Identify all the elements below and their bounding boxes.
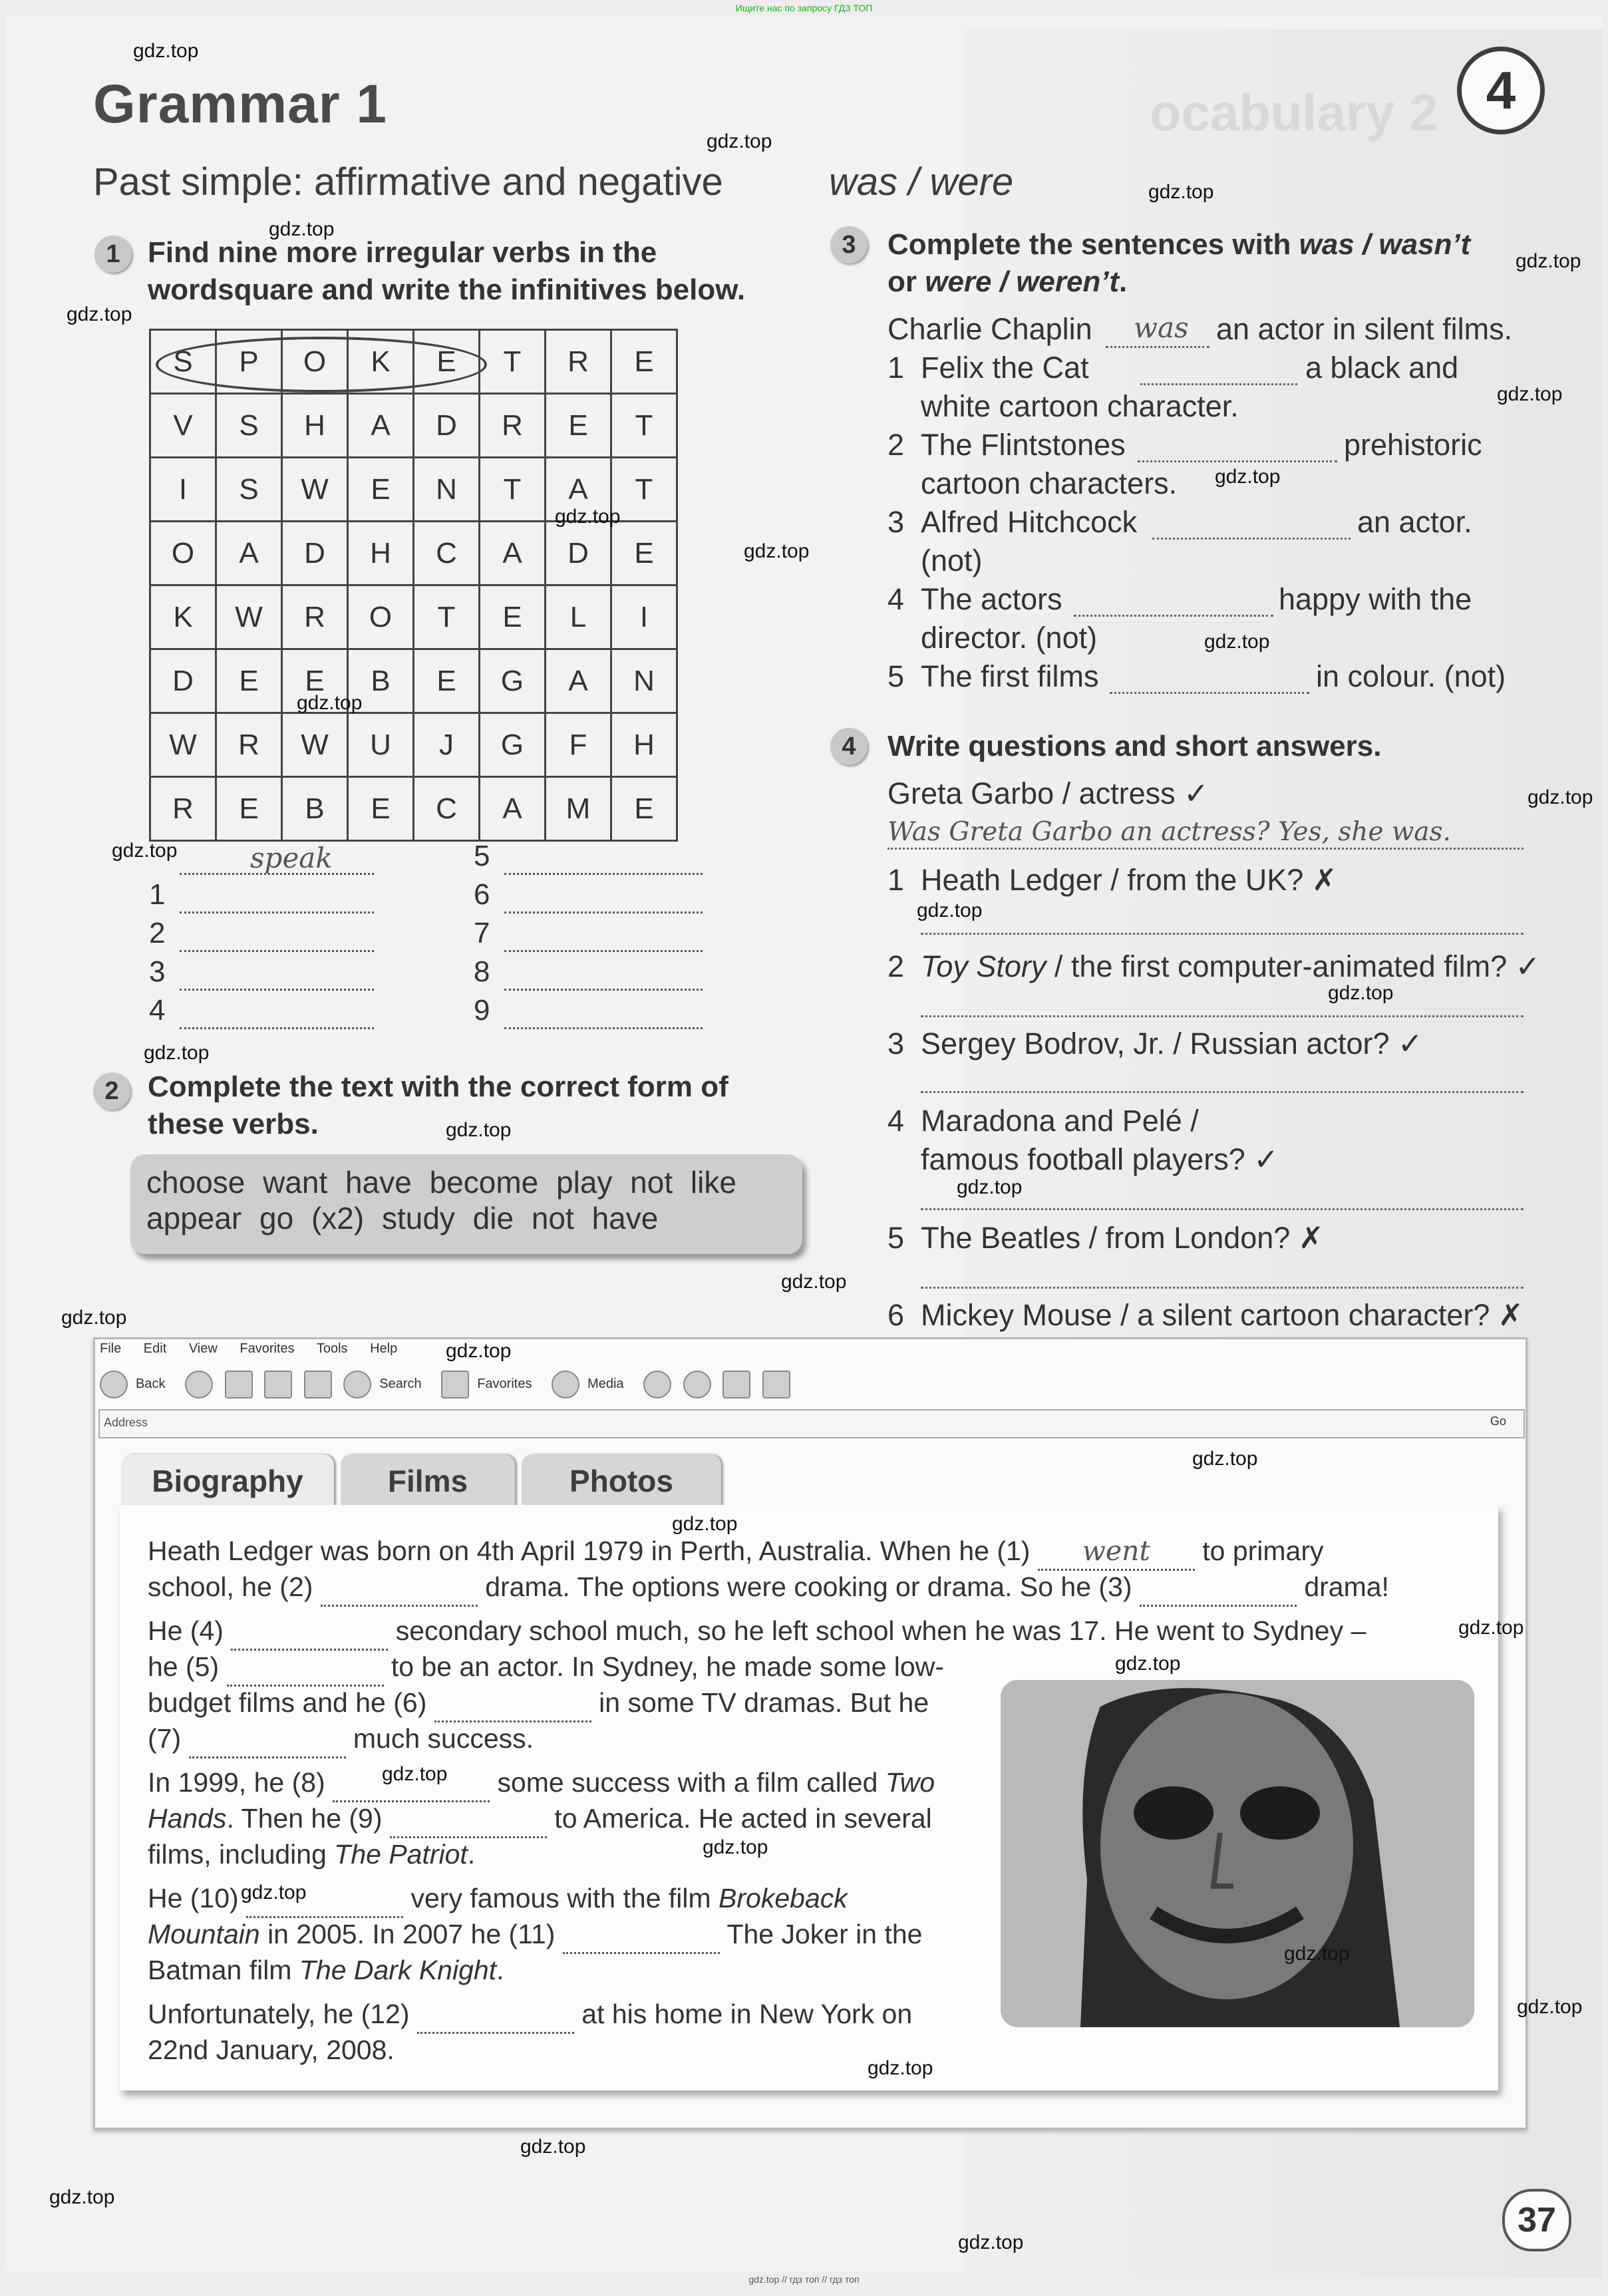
watermark: gdz.top xyxy=(707,130,772,152)
answer-line-3[interactable] xyxy=(180,989,374,991)
answer-label-3: 3 xyxy=(149,955,166,988)
address-bar[interactable] xyxy=(98,1409,1525,1438)
bio-line-14: 22nd January, 2008. xyxy=(148,2035,395,2065)
bio-text: school, he (2) xyxy=(148,1571,321,1602)
grid-letter[interactable]: A xyxy=(480,777,546,841)
watermark: gdz.top xyxy=(1192,1448,1258,1470)
mail-icon[interactable] xyxy=(683,1371,711,1398)
watermark: gdz.top xyxy=(1148,181,1214,203)
grid-letter[interactable]: S xyxy=(150,330,216,394)
verbs-list-line1: choose want have become play not like xyxy=(146,1165,736,1200)
grid-letter[interactable]: C xyxy=(414,522,480,585)
grid-row xyxy=(150,777,677,841)
watermark: gdz.top xyxy=(1115,1653,1181,1675)
grid-letter[interactable]: G xyxy=(480,649,546,713)
watermark: gdz.top xyxy=(61,1307,127,1329)
tab-biography[interactable]: Biography xyxy=(121,1454,334,1508)
ex3-item-4-line[interactable] xyxy=(1074,615,1273,617)
ex4-item-5-num: 5 xyxy=(887,1221,905,1255)
bio-text: drama! xyxy=(1296,1571,1389,1602)
grid-row xyxy=(150,649,677,713)
exercise-2-number: 2 xyxy=(93,1072,130,1110)
answer-line-5[interactable] xyxy=(504,873,703,875)
grid-letter[interactable]: K xyxy=(348,330,414,394)
grid-letter[interactable]: E xyxy=(546,394,611,458)
bio-answer-1: went xyxy=(1038,1533,1195,1571)
bio-text: he (5) xyxy=(148,1651,227,1682)
bio-line-6 xyxy=(148,1721,534,1758)
ex3-item-2-cont: cartoon characters. xyxy=(921,466,1178,500)
grid-letter[interactable]: D xyxy=(414,394,480,458)
grid-letter[interactable]: F xyxy=(546,713,611,777)
search-button-label[interactable]: Search xyxy=(379,1377,422,1392)
browser-toolbar xyxy=(100,1371,798,1398)
refresh-icon[interactable] xyxy=(264,1371,292,1398)
watermark: gdz.top xyxy=(703,1836,768,1858)
browser-menubar xyxy=(100,1341,416,1357)
answer-line-9[interactable] xyxy=(504,1027,703,1029)
grid-letter[interactable]: I xyxy=(150,458,216,522)
period: . xyxy=(1119,265,1128,298)
stop-icon[interactable] xyxy=(225,1371,253,1398)
ghost-page-title: ocabulary 2 xyxy=(1150,83,1438,142)
grid-letter[interactable]: R xyxy=(480,394,546,458)
grid-letter[interactable]: K xyxy=(150,585,216,649)
exercise-2-line2: these verbs. xyxy=(148,1108,319,1140)
page-number: 37 xyxy=(1502,2189,1571,2251)
was-wasnt: was / wasn’t xyxy=(1299,228,1471,261)
bio-gap-4[interactable] xyxy=(231,1613,388,1651)
menu-view[interactable]: View xyxy=(188,1341,218,1356)
bio-gap-2[interactable] xyxy=(321,1569,478,1607)
grid-letter[interactable]: B xyxy=(348,649,414,713)
verbs-list-line2: appear go (x2) study die not have xyxy=(146,1201,659,1235)
grid-letter[interactable]: N xyxy=(414,458,480,522)
menu-edit[interactable]: Edit xyxy=(143,1341,167,1356)
grid-letter[interactable]: E xyxy=(611,777,677,841)
grid-letter[interactable]: O xyxy=(282,330,348,394)
ex4-item-4-prompt: Maradona and Pelé / xyxy=(921,1104,1199,1138)
grid-letter[interactable]: V xyxy=(150,394,216,458)
grid-letter[interactable]: D xyxy=(282,522,348,585)
answer-label-4: 4 xyxy=(149,994,166,1027)
bio-text: Batman film xyxy=(148,1955,299,1985)
bio-text: at his home in New York on xyxy=(573,1999,913,2029)
bio-text: . xyxy=(496,1955,504,1985)
menu-file[interactable]: File xyxy=(100,1341,122,1356)
grid-letter[interactable]: W xyxy=(150,713,216,777)
ex3-item-5-num: 5 xyxy=(887,659,905,693)
answer-label-5: 5 xyxy=(474,840,490,872)
tab-films[interactable]: Films xyxy=(341,1454,515,1508)
answer-label-1: 1 xyxy=(149,878,166,911)
grid-letter[interactable]: E xyxy=(216,777,282,841)
grid-letter[interactable]: T xyxy=(611,394,677,458)
grid-letter[interactable]: H xyxy=(348,522,414,585)
answer-line-2[interactable] xyxy=(180,950,374,952)
ex3-example-subject: Charlie Chaplin xyxy=(887,312,1092,346)
film-title: Mountain xyxy=(148,1919,260,1949)
unit-number-badge: 4 xyxy=(1457,47,1545,134)
ex3-item-4-subject: The actors xyxy=(921,582,1062,616)
ex3-item-3-line[interactable] xyxy=(1152,538,1351,540)
answer-label-8: 8 xyxy=(474,955,490,988)
grid-letter[interactable]: W xyxy=(282,458,348,522)
grid-letter[interactable]: E xyxy=(611,330,677,394)
back-arrow-icon[interactable] xyxy=(100,1371,128,1398)
favorites-button-label[interactable]: Favorites xyxy=(477,1377,532,1392)
watermark: gdz.top xyxy=(1284,1943,1350,1965)
ex4-item-2-rest: / the first computer-animated film? ✓ xyxy=(1046,949,1541,983)
grid-letter[interactable]: E xyxy=(480,585,546,649)
answer-label-2: 2 xyxy=(149,917,166,949)
bio-line-13 xyxy=(148,1996,912,2034)
ex3-item-4-cont: director. (not) xyxy=(921,621,1098,655)
ex3-example xyxy=(887,310,1092,349)
ex4-item-4-num: 4 xyxy=(887,1104,905,1138)
grid-letter[interactable]: T xyxy=(414,585,480,649)
ex4-example-line xyxy=(887,848,1524,850)
grid-letter[interactable]: N xyxy=(611,649,677,713)
ex4-item-2-num: 2 xyxy=(887,949,905,983)
bio-text: In 1999, he (8) xyxy=(148,1767,333,1798)
grid-letter[interactable]: P xyxy=(216,330,282,394)
bottom-banner: gdz.top // гдз топ // гдз топ xyxy=(748,2274,860,2285)
watermark: gdz.top xyxy=(269,218,335,240)
bio-text: Unfortunately, he (12) xyxy=(148,1999,417,2029)
answer-label-9: 9 xyxy=(474,994,490,1027)
ex4-item-6-num: 6 xyxy=(887,1298,905,1332)
joker-photo xyxy=(1001,1680,1474,2027)
watermark: gdz.top xyxy=(297,692,363,714)
grid-letter[interactable]: O xyxy=(348,585,414,649)
exercise-1-line1: Find nine more irregular verbs in the xyxy=(148,236,657,269)
page-title: Grammar 1 xyxy=(93,74,388,134)
bio-text: films, including xyxy=(148,1839,335,1870)
grid-letter[interactable]: T xyxy=(611,458,677,522)
exercise-2-instruction xyxy=(148,1068,728,1143)
ex3-example-rest: an actor in silent films. xyxy=(1216,312,1513,346)
tab-photos[interactable]: Photos xyxy=(522,1454,721,1508)
grid-letter[interactable]: E xyxy=(611,522,677,585)
ex4-item-6-prompt: Mickey Mouse / a silent cartoon character? ✗ xyxy=(921,1298,1524,1332)
top-banner: Ищите нас по запросу ГДЗ ТОП xyxy=(735,3,873,13)
bio-text: very famous with the film xyxy=(403,1883,719,1913)
watermark: gdz.top xyxy=(446,1340,512,1362)
watermark: gdz.top xyxy=(1215,466,1281,488)
media-icon[interactable] xyxy=(552,1371,579,1398)
bio-text: Heath Ledger was born on 4th April 1979 in Perth, Australia. When he (1) xyxy=(148,1536,1038,1566)
answer-line-6[interactable] xyxy=(504,911,703,913)
watermark: gdz.top xyxy=(957,1176,1023,1198)
grid-letter[interactable]: I xyxy=(611,585,677,649)
bio-line-1 xyxy=(148,1533,1324,1571)
bio-text: to primary xyxy=(1194,1536,1324,1566)
bio-text: secondary school much, so he left school when he was 17. He went to Sydney – xyxy=(388,1615,1367,1646)
grid-letter[interactable]: D xyxy=(150,649,216,713)
bio-text: some success with a film called xyxy=(490,1767,885,1798)
watermark: gdz.top xyxy=(555,506,621,528)
ex4-item-5-line[interactable] xyxy=(921,1287,1524,1289)
watermark: gdz.top xyxy=(67,303,132,325)
bio-line-3 xyxy=(148,1613,1366,1651)
bio-text: much success. xyxy=(345,1723,534,1754)
watermark: gdz.top xyxy=(744,540,810,562)
bio-line-11 xyxy=(148,1916,922,1954)
ex3-item-1-line[interactable] xyxy=(1140,383,1297,385)
ex4-item-2-prompt xyxy=(921,947,1540,986)
favorites-star-icon[interactable] xyxy=(441,1371,469,1398)
ex3-example-answer: was xyxy=(1134,311,1189,344)
ex4-example-answer: Was Greta Garbo an actress? Yes, she was. xyxy=(887,817,1451,847)
grid-letter[interactable]: E xyxy=(414,330,480,394)
grid-letter[interactable]: S xyxy=(216,458,282,522)
bio-line-5 xyxy=(148,1685,929,1722)
bio-gap-11[interactable] xyxy=(563,1916,720,1954)
bio-text: drama. The options were cooking or drama. So he (3) xyxy=(477,1571,1140,1602)
grid-row xyxy=(150,585,677,649)
forward-arrow-icon[interactable] xyxy=(185,1371,213,1398)
grid-letter[interactable]: E xyxy=(348,458,414,522)
bio-gap-9[interactable] xyxy=(390,1800,547,1838)
watermark: gdz.top xyxy=(1458,1617,1524,1639)
answer-line-4[interactable] xyxy=(180,1027,374,1029)
grid-letter[interactable]: W xyxy=(282,713,348,777)
ex3-item-5-subject: The first films xyxy=(921,659,1099,693)
exercise-3-line1: Complete the sentences with xyxy=(887,228,1299,261)
answer-line-example xyxy=(180,873,374,875)
bio-gap-7[interactable] xyxy=(189,1721,346,1758)
grid-letter[interactable]: B xyxy=(282,777,348,841)
ex4-item-2-line[interactable] xyxy=(921,1015,1524,1017)
bio-text: . Then he (9) xyxy=(226,1803,390,1834)
home-icon[interactable] xyxy=(304,1371,332,1398)
grid-letter[interactable]: A xyxy=(546,458,611,522)
watermark: gdz.top xyxy=(1516,250,1581,272)
watermark: gdz.top xyxy=(917,900,983,921)
example-answer-speak: speak xyxy=(250,842,333,874)
ex3-item-1-rest: a black and xyxy=(1305,351,1459,385)
ex3-item-4-num: 4 xyxy=(887,582,905,616)
watermark: gdz.top xyxy=(868,2057,933,2079)
menu-help[interactable]: Help xyxy=(370,1341,398,1356)
grid-letter[interactable]: R xyxy=(150,777,216,841)
ex4-item-1-prompt: Heath Ledger / from the UK? ✗ xyxy=(921,863,1337,897)
grid-letter[interactable]: R xyxy=(282,585,348,649)
address-label: Address xyxy=(104,1416,148,1429)
go-button[interactable]: Go xyxy=(1490,1414,1507,1428)
exercise-3-instruction xyxy=(887,226,1470,301)
grid-letter[interactable]: W xyxy=(216,585,282,649)
ex3-item-1-num: 1 xyxy=(887,351,905,385)
watermark: gdz.top xyxy=(382,1763,448,1785)
bio-text: The Joker in the xyxy=(719,1919,923,1949)
bio-line-9 xyxy=(148,1836,475,1872)
grid-letter[interactable]: T xyxy=(480,330,546,394)
watermark: gdz.top xyxy=(672,1513,738,1535)
wordsquare-grid xyxy=(149,329,678,842)
ex4-item-1-line[interactable] xyxy=(921,933,1524,935)
bio-line-8 xyxy=(148,1800,932,1838)
exercise-1-line2: wordsquare and write the infinitives below. xyxy=(148,273,746,306)
film-title: Brokeback xyxy=(719,1883,848,1913)
answer-line-7[interactable] xyxy=(504,950,703,952)
were-werent: were / weren’t xyxy=(925,265,1120,298)
ex3-item-2-line[interactable] xyxy=(1138,460,1337,462)
grid-letter[interactable]: E xyxy=(216,649,282,713)
exercise-2-line1: Complete the text with the correct form of xyxy=(148,1070,728,1103)
menu-favorites[interactable]: Favorites xyxy=(240,1341,295,1356)
bio-gap-3[interactable] xyxy=(1140,1569,1297,1607)
ex3-item-3-cont: (not) xyxy=(921,544,983,577)
grid-letter[interactable]: M xyxy=(546,777,611,841)
grid-letter[interactable]: R xyxy=(546,330,611,394)
ex4-item-2-film-title: Toy Story xyxy=(921,949,1046,983)
answer-label-7: 7 xyxy=(474,917,490,949)
bio-text: He (4) xyxy=(148,1615,232,1646)
bio-line-2 xyxy=(148,1569,1389,1607)
ex4-item-3-num: 3 xyxy=(887,1027,905,1061)
media-button-label[interactable]: Media xyxy=(587,1377,624,1392)
watermark: gdz.top xyxy=(958,2231,1024,2253)
ex3-item-1-cont: white cartoon character. xyxy=(921,389,1239,423)
film-title: The Dark Knight xyxy=(299,1955,497,1985)
exercise-1-instruction xyxy=(148,234,745,309)
grid-letter[interactable]: D xyxy=(546,522,611,585)
grid-letter[interactable]: E xyxy=(414,649,480,713)
grid-letter[interactable]: E xyxy=(282,649,348,713)
watermark: gdz.top xyxy=(1497,383,1563,405)
ex3-example-line xyxy=(1106,346,1209,348)
menu-tools[interactable]: Tools xyxy=(316,1341,348,1356)
ex3-item-2-rest: prehistoric xyxy=(1344,428,1482,462)
grid-letter[interactable]: G xyxy=(480,713,546,777)
ex4-example-prompt: Greta Garbo / actress ✓ xyxy=(887,776,1209,810)
answer-line-8[interactable] xyxy=(504,989,703,991)
film-title: The Patriot xyxy=(334,1839,468,1870)
ex3-item-2-subject: The Flintstones xyxy=(921,428,1126,462)
bio-text: budget films and he (6) xyxy=(148,1687,434,1718)
ex3-item-2-num: 2 xyxy=(887,428,905,462)
watermark: gdz.top xyxy=(1528,786,1593,808)
section-subtitle: Past simple: affirmative and negative xyxy=(93,160,723,204)
grid-letter[interactable]: A xyxy=(216,522,282,585)
grid-row xyxy=(150,394,677,458)
ex4-item-1-num: 1 xyxy=(887,863,905,897)
grid-letter[interactable]: C xyxy=(414,777,480,841)
bio-line-12 xyxy=(148,1952,504,1988)
circled-word-speak xyxy=(156,337,487,393)
watermark: gdz.top xyxy=(241,1882,307,1903)
section-subtitle-right: was / were xyxy=(829,160,1014,204)
grid-letter[interactable]: A xyxy=(546,649,611,713)
ex4-item-3-prompt: Sergey Bodrov, Jr. / Russian actor? ✓ xyxy=(921,1027,1423,1061)
bio-text: He (10) xyxy=(148,1883,247,1913)
grid-letter[interactable]: L xyxy=(546,585,611,649)
film-title: Two xyxy=(885,1767,935,1798)
answer-line-1[interactable] xyxy=(180,911,374,913)
watermark: gdz.top xyxy=(1328,982,1394,1004)
watermark: gdz.top xyxy=(520,2136,586,2158)
exercise-4-number: 4 xyxy=(830,728,868,765)
ex3-item-4-rest: happy with the xyxy=(1279,582,1472,616)
exercise-4-instruction: Write questions and short answers. xyxy=(887,730,1382,762)
grid-letter[interactable]: U xyxy=(348,713,414,777)
ex3-item-1-subject: Felix the Cat xyxy=(921,351,1089,385)
ex3-item-3-rest: an actor. xyxy=(1357,505,1472,539)
bio-text: in 2005. In 2007 he (11) xyxy=(259,1919,563,1949)
ex3-item-3-num: 3 xyxy=(887,505,905,539)
bio-text: to America. He acted in several xyxy=(546,1803,932,1834)
bio-text: to be an actor. In Sydney, he made some low- xyxy=(383,1651,944,1682)
exercise-3-line2: or xyxy=(887,265,925,298)
grid-letter[interactable]: H xyxy=(611,713,677,777)
bio-text: . xyxy=(467,1839,476,1870)
grid-letter[interactable]: E xyxy=(348,777,414,841)
watermark: gdz.top xyxy=(1517,1996,1583,2018)
history-icon[interactable] xyxy=(643,1371,671,1398)
answer-label-6: 6 xyxy=(474,878,490,911)
grid-letter[interactable]: O xyxy=(150,522,216,585)
bio-text: (7) xyxy=(148,1723,189,1754)
watermark: gdz.top xyxy=(133,40,199,62)
bio-line-7 xyxy=(148,1764,935,1802)
watermark: gdz.top xyxy=(1204,631,1270,653)
grid-letter[interactable]: T xyxy=(480,458,546,522)
watermark: gdz.top xyxy=(781,1271,847,1293)
grid-letter[interactable]: A xyxy=(348,394,414,458)
bio-gap-5[interactable] xyxy=(227,1649,384,1687)
ex3-item-5-rest: in colour. (not) xyxy=(1316,659,1506,693)
search-icon[interactable] xyxy=(343,1371,371,1398)
grid-letter[interactable]: R xyxy=(216,713,282,777)
watermark: gdz.top xyxy=(112,840,178,862)
watermark: gdz.top xyxy=(144,1042,210,1064)
bio-gap-12[interactable] xyxy=(417,1996,574,2034)
grid-letter[interactable]: H xyxy=(282,394,348,458)
film-title: Hands xyxy=(148,1803,227,1834)
ex3-item-5-line[interactable] xyxy=(1110,692,1309,694)
ex4-item-5-prompt: The Beatles / from London? ✗ xyxy=(921,1221,1324,1255)
watermark: gdz.top xyxy=(446,1119,512,1141)
joker-face-illustration xyxy=(1001,1680,1474,2027)
back-button-label[interactable]: Back xyxy=(136,1377,166,1392)
exercise-3-number: 3 xyxy=(830,226,868,263)
grid-letter[interactable]: J xyxy=(414,713,480,777)
ex4-item-3-line[interactable] xyxy=(921,1091,1524,1093)
exercise-1-number: 1 xyxy=(94,236,132,273)
print-icon[interactable] xyxy=(723,1371,750,1398)
grid-row xyxy=(150,713,677,777)
edit-icon[interactable] xyxy=(762,1371,790,1398)
bio-gap-6[interactable] xyxy=(434,1685,591,1722)
ex3-item-3-subject: Alfred Hitchcock xyxy=(921,505,1138,539)
ex4-item-4-line[interactable] xyxy=(921,1208,1524,1210)
bio-line-4 xyxy=(148,1649,944,1687)
grid-letter[interactable]: A xyxy=(480,522,546,585)
ex4-item-4-prompt-cont: famous football players? ✓ xyxy=(921,1142,1279,1176)
bio-text: in some TV dramas. But he xyxy=(591,1687,929,1718)
watermark: gdz.top xyxy=(49,2186,115,2208)
grid-row xyxy=(150,522,677,585)
grid-letter[interactable]: S xyxy=(216,394,282,458)
